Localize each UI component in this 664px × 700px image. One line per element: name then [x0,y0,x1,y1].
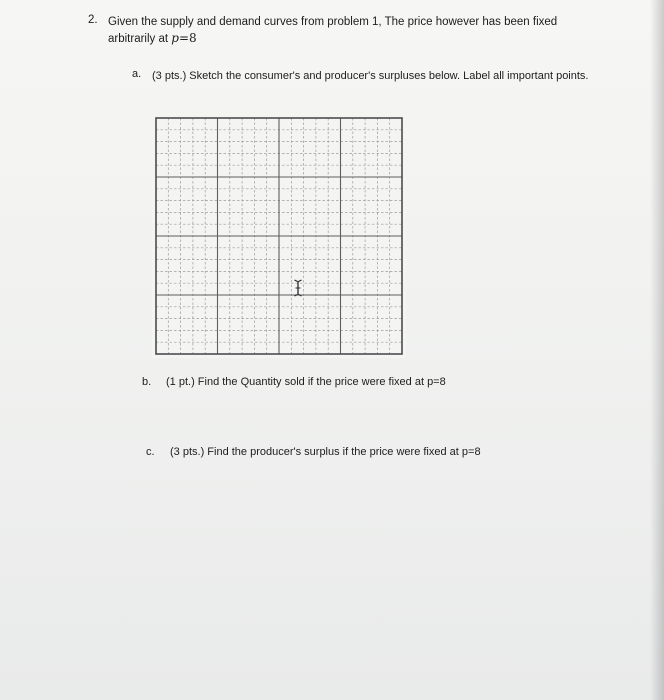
question-number: 2. [88,14,98,26]
price-variable: p [171,31,179,45]
question-text [108,14,608,47]
part-c-text: (3 pts.) Find the producer's surplus if the price were fixed at p=8 [170,446,481,458]
part-a-text: (3 pts.) Sketch the consumer's and producer's surpluses below. Label all important points. [152,70,589,82]
price-value: 8 [189,31,197,45]
price-equation [171,31,196,45]
price-equals: = [178,31,190,45]
graph-grid [152,114,406,358]
question-text-line1: Given the supply and demand curves from problem 1, The price however has been fixed [108,16,558,28]
part-a-letter: a. [132,68,142,80]
part-b-text: (1 pt.) Find the Quantity sold if the price were fixed at p=8 [166,376,446,388]
part-c-letter: c. [146,446,155,458]
part-b-letter: b. [142,376,152,388]
question-text-line2: arbitrarily at [108,33,169,45]
page-edge-shadow [650,0,664,700]
